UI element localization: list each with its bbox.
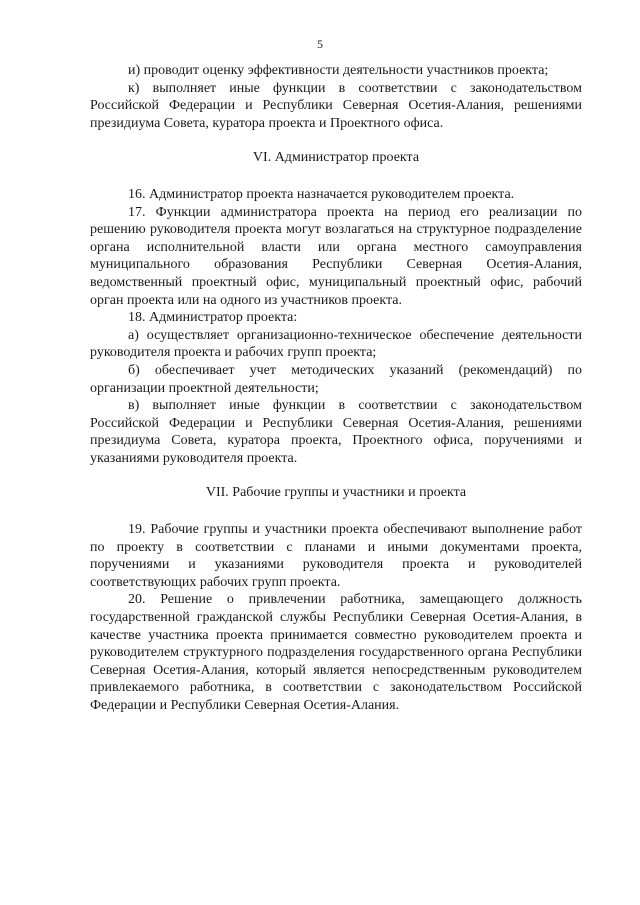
paragraph-16: 16. Администратор проекта назначается руководителем проекта. [128, 186, 515, 202]
list-item-b: б) обеспечивает учет методических указаний (рекомендаций) по организации проектной деятельности; [90, 362, 582, 396]
paragraph-19: 19. Рабочие группы и участники проекта обеспечивают выполнение работ по проекту в соответствии с планами и иными документами проекта, поручениями и указаниями руководителя проекта и руководителей соответствующих рабочих групп проекта. [90, 522, 582, 590]
section-heading-administrator: VI. Администратор проекта [252, 150, 420, 166]
document-body [90, 62, 582, 715]
list-item-a: а) осуществляет организационно-техническое обеспечение деятельности руководителя проекта и рабочих групп проекта; [90, 327, 582, 361]
page-number: 5 [317, 37, 323, 51]
paragraph-20: 20. Решение о привлечении работника, замещающего должность государственной гражданской службы Республики Северная Осетия-Алания, в качестве участника проекта принимается совместно руководителем проекта и руководителем структурного подразделения государственного органа Республики Северная Осетия-Алания, который является непосредственным руководителем привлекаемого работника, в соответствии с законодательством Российской Федерации и Республики Северная Осетия-Алания. [90, 592, 582, 713]
list-item-v: в) выполняет иные функции в соответствии с законодательством Российской Федерации и Республики Северная Осетия-Алания, решениями президиума Совета, куратора проекта, Проектного офиса, поручениями и указаниями руководителя проекта. [90, 398, 582, 466]
paragraph-17: 17. Функции администратора проекта на период его реализации по решению руководителя проекта могут возлагаться на структурное подразделение органа исполнительной власти или органа местного самоуправления муниципального образования Республики Северная Осетия-Алания, ведомственный проектный офис, муниципальный проектный офис, рабочий орган проекта или на одного из участников проекта. [90, 204, 582, 308]
section-heading-working-groups: VII. Рабочие группы и участники и проекта [205, 485, 467, 501]
list-item-k: к) выполняет иные функции в соответствии с законодательством Российской Федерации и Республики Северная Осетия-Алания, решениями президиума Совета, куратора проекта и Проектного офиса. [90, 80, 582, 131]
list-item-i: и) проводит оценку эффективности деятельности участников проекта; [128, 63, 549, 78]
paragraph-18: 18. Администратор проекта: [128, 310, 298, 326]
